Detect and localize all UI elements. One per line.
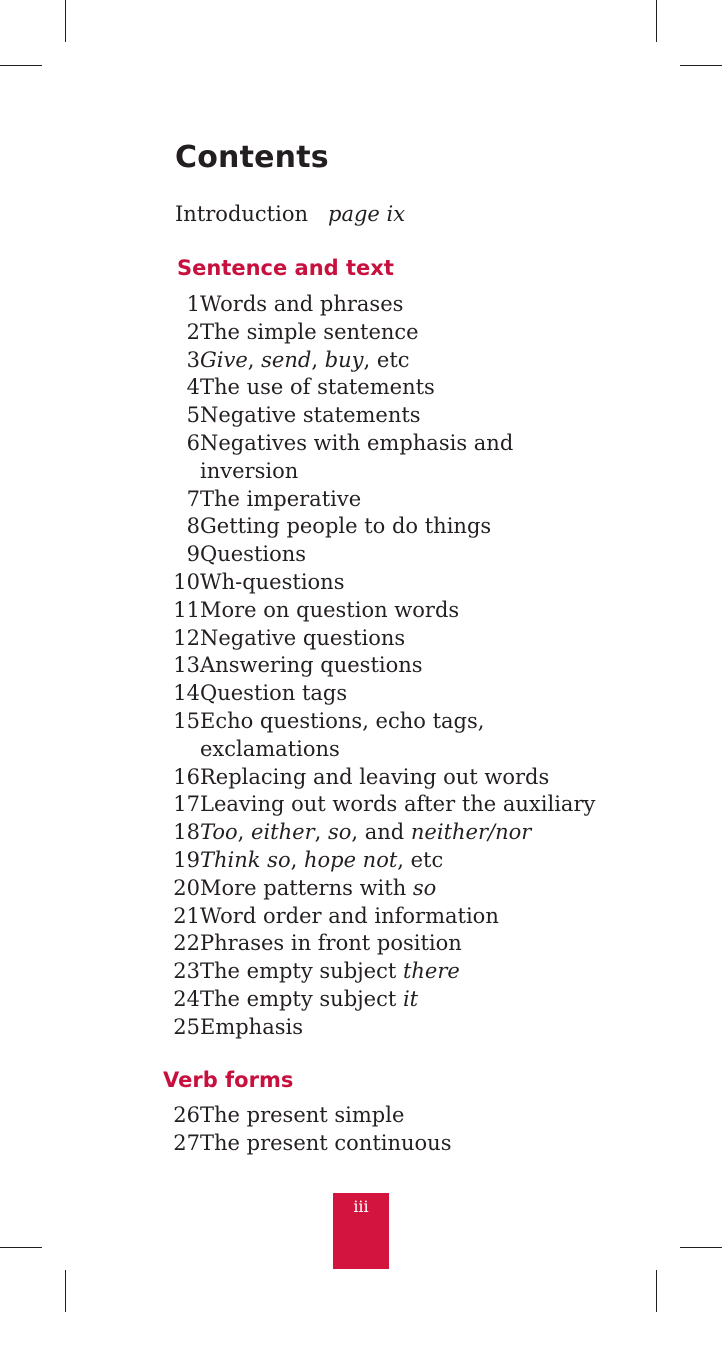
toc-entry-number: 24 bbox=[173, 986, 200, 1011]
toc-entry-title: The empty subject there bbox=[200, 959, 460, 984]
toc-entry-number: 3 bbox=[186, 347, 200, 372]
intro-label: Introduction bbox=[175, 202, 308, 226]
toc-entry-number: 14 bbox=[173, 681, 200, 706]
toc-entry-title: More on question words bbox=[200, 597, 460, 622]
toc-entry-title: The imperative bbox=[200, 486, 362, 511]
toc-entry[interactable] bbox=[160, 291, 600, 319]
page-number-folio: iii bbox=[333, 1193, 389, 1269]
toc-entry[interactable] bbox=[160, 625, 600, 653]
toc-entry-title: Echo questions, echo tags, exclamations bbox=[200, 708, 485, 761]
toc-entry-number: 5 bbox=[186, 403, 200, 428]
toc-entry-title: The empty subject it bbox=[200, 986, 419, 1011]
toc-entry[interactable] bbox=[160, 986, 600, 1014]
toc-entry-number: 15 bbox=[173, 708, 200, 733]
toc-entry[interactable] bbox=[160, 541, 600, 569]
toc-entry-number: 19 bbox=[173, 847, 200, 872]
toc-entry-title: Too, either, so, and neither/nor bbox=[200, 820, 532, 845]
toc-entry-number: 20 bbox=[173, 875, 200, 900]
toc-entry-title: Give, send, buy, etc bbox=[200, 347, 410, 372]
toc-entry-number: 13 bbox=[173, 653, 200, 678]
page-title: Contents bbox=[175, 140, 329, 175]
toc-entry-title: Answering questions bbox=[200, 653, 423, 678]
toc-entry-number: 8 bbox=[186, 514, 200, 539]
toc-entry[interactable] bbox=[160, 1102, 600, 1130]
toc-entry[interactable] bbox=[160, 569, 600, 597]
toc-entry[interactable] bbox=[160, 958, 600, 986]
toc-entry-number: 23 bbox=[173, 959, 200, 984]
toc-entry-title: Getting people to do things bbox=[200, 514, 492, 539]
intro-page-ref: page ix bbox=[328, 202, 406, 226]
toc-entry[interactable] bbox=[160, 930, 600, 958]
toc-entry-title: The use of statements bbox=[200, 375, 435, 400]
toc-entry-title: Negative statements bbox=[200, 403, 421, 428]
toc-entry-title: Emphasis bbox=[200, 1014, 304, 1039]
toc-entry[interactable] bbox=[160, 347, 600, 375]
toc-entry[interactable] bbox=[160, 430, 600, 486]
toc-entry[interactable] bbox=[160, 847, 600, 875]
toc-entry-number: 6 bbox=[186, 430, 200, 455]
toc-entry[interactable] bbox=[160, 319, 600, 347]
toc-entry-number: 10 bbox=[173, 569, 200, 594]
toc-entry-title: Phrases in front position bbox=[200, 931, 462, 956]
toc-list-verb-forms bbox=[160, 1102, 600, 1158]
toc-entry-title: The simple sentence bbox=[200, 319, 419, 344]
toc-entry[interactable] bbox=[160, 680, 600, 708]
toc-entry[interactable] bbox=[160, 486, 600, 514]
toc-entry-number: 25 bbox=[173, 1014, 200, 1039]
toc-entry[interactable] bbox=[160, 764, 600, 792]
toc-entry[interactable] bbox=[160, 1014, 600, 1042]
toc-entry[interactable] bbox=[160, 875, 600, 903]
toc-entry-title: More patterns with so bbox=[200, 875, 437, 900]
toc-entry[interactable] bbox=[160, 1130, 600, 1158]
toc-entry-number: 4 bbox=[186, 375, 200, 400]
toc-entry-title: The present continuous bbox=[200, 1130, 452, 1155]
toc-entry-title: Leaving out words after the auxiliary bbox=[200, 792, 596, 817]
toc-list-sentence-and-text bbox=[160, 291, 600, 1042]
toc-entry-number: 1 bbox=[186, 292, 200, 316]
toc-entry-title: Wh-questions bbox=[200, 569, 345, 594]
toc-entry[interactable] bbox=[160, 513, 600, 541]
toc-entry-number: 12 bbox=[173, 625, 200, 650]
toc-entry-number: 11 bbox=[173, 597, 200, 622]
toc-entry-number: 22 bbox=[173, 931, 200, 956]
toc-entry[interactable] bbox=[160, 708, 600, 764]
toc-entry[interactable] bbox=[160, 402, 600, 430]
toc-entry[interactable] bbox=[160, 597, 600, 625]
intro-entry[interactable] bbox=[175, 200, 405, 228]
toc-entry[interactable] bbox=[160, 374, 600, 402]
toc-entry-number: 9 bbox=[186, 542, 200, 567]
section-heading-sentence-and-text: Sentence and text bbox=[177, 256, 394, 280]
toc-entry-number: 17 bbox=[173, 792, 200, 817]
toc-entry-number: 2 bbox=[186, 319, 200, 344]
toc-entry-number: 27 bbox=[173, 1130, 200, 1155]
toc-entry-number: 18 bbox=[173, 820, 200, 845]
toc-entry-title: Word order and information bbox=[200, 903, 499, 928]
toc-entry-title: Questions bbox=[200, 542, 307, 567]
toc-entry[interactable] bbox=[160, 903, 600, 931]
toc-entry[interactable] bbox=[160, 652, 600, 680]
toc-entry[interactable] bbox=[160, 819, 600, 847]
toc-entry[interactable] bbox=[160, 791, 600, 819]
toc-entry-number: 7 bbox=[186, 486, 200, 511]
toc-entry-number: 16 bbox=[173, 764, 200, 789]
section-heading-verb-forms: Verb forms bbox=[163, 1068, 294, 1092]
toc-entry-title: Words and phrases bbox=[200, 292, 404, 316]
toc-entry-title: Negative questions bbox=[200, 625, 406, 650]
toc-entry-number: 21 bbox=[173, 903, 200, 928]
toc-entry-title: Negatives with emphasis and inversion bbox=[200, 430, 514, 483]
toc-entry-title: Replacing and leaving out words bbox=[200, 764, 550, 789]
toc-entry-number: 26 bbox=[173, 1103, 200, 1127]
toc-entry-title: Question tags bbox=[200, 681, 348, 706]
toc-entry-title: Think so, hope not, etc bbox=[200, 847, 444, 872]
toc-entry-title: The present simple bbox=[200, 1103, 405, 1127]
